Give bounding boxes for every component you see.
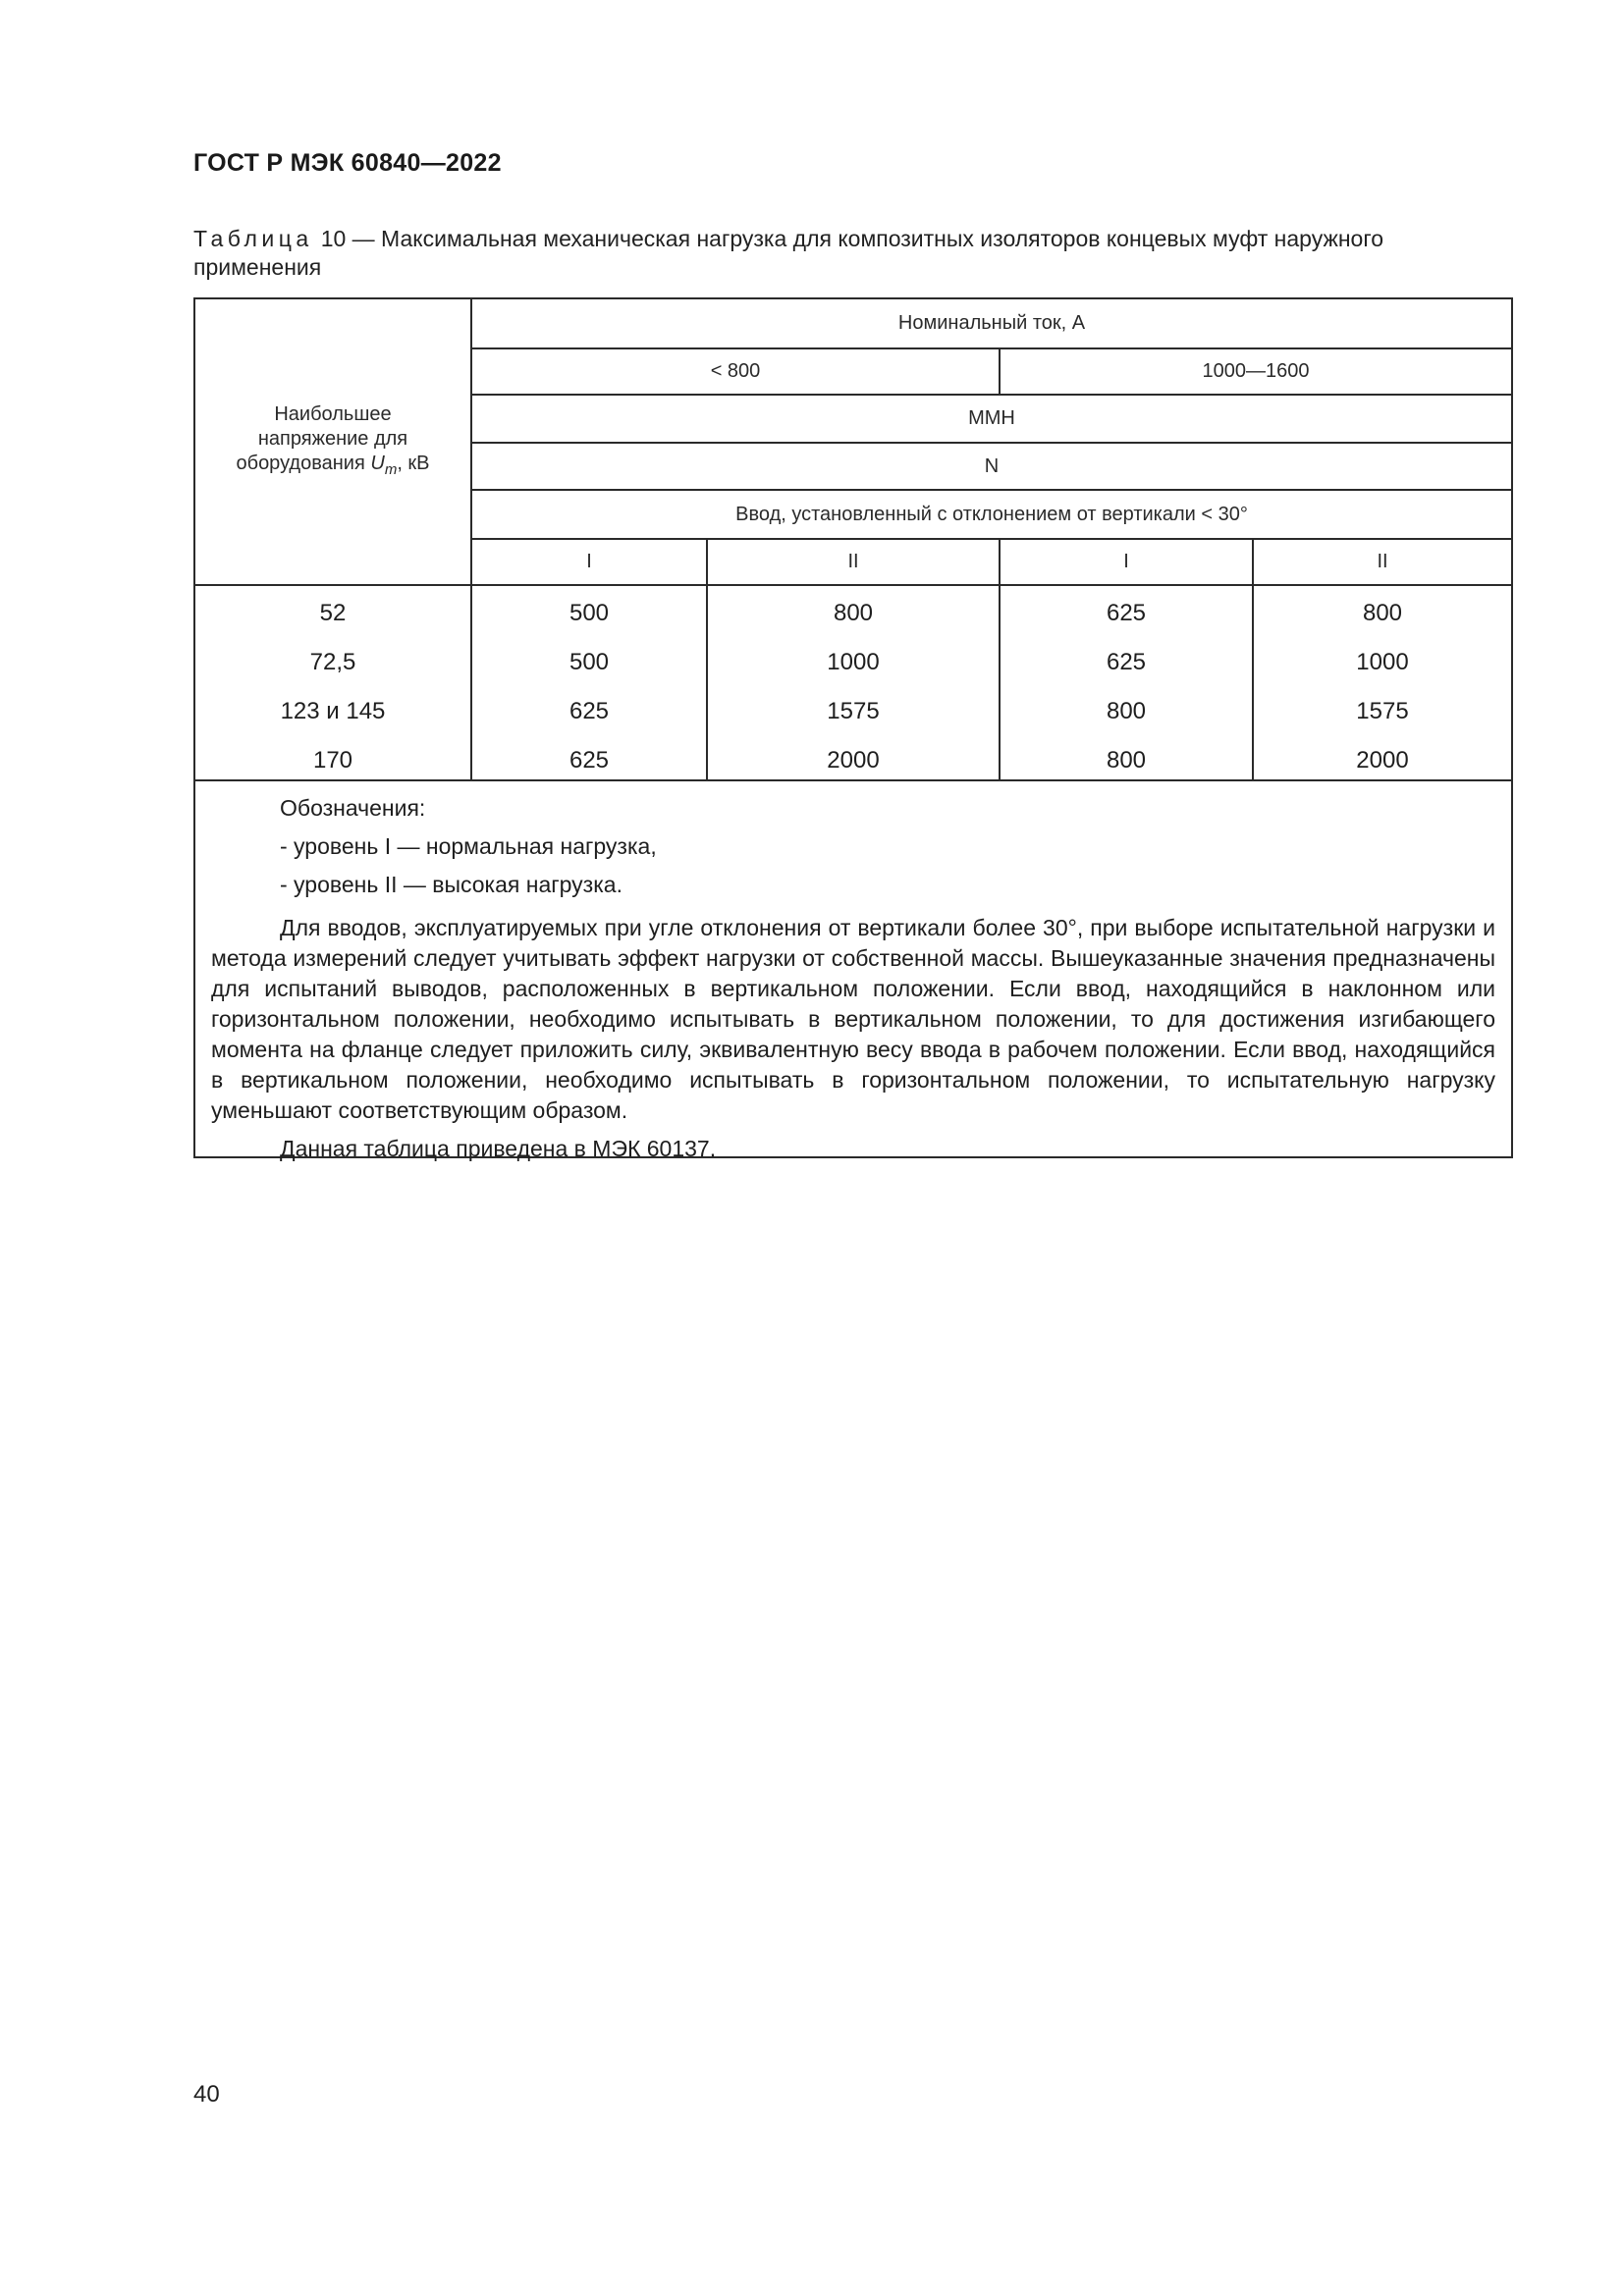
value-cell: 500 (568, 600, 610, 626)
value-cell: 2000 (1356, 747, 1409, 774)
caption-text: — Максимальная механическая нагрузка для композитных изоляторов концевых муфт наружного применения (193, 226, 1384, 280)
value-cell: 625 (568, 698, 610, 724)
value-cell: 800 (833, 600, 874, 626)
level-header: II (847, 551, 859, 572)
value-cell: 500 (568, 649, 610, 675)
inclination-header: Ввод, установленный с отклонением от вертикали < 30° (735, 503, 1248, 525)
nominal-current-header: Номинальный ток, А (897, 312, 1086, 334)
stub-header-line (236, 452, 429, 482)
stub-header-line: Наибольшее (274, 402, 392, 425)
value-cell: 800 (1362, 600, 1403, 626)
voltage-symbol: U (370, 452, 385, 474)
value-cell: 1000 (1356, 649, 1409, 675)
value-cell: 625 (1106, 649, 1147, 675)
table-caption (193, 225, 1513, 282)
n-header: N (984, 454, 1000, 477)
caption-label: Таблица (193, 226, 313, 251)
stub-header-text: оборудования (236, 452, 365, 474)
stub-header-line: напряжение для (257, 427, 408, 450)
page-number: 40 (193, 2081, 220, 2108)
notes-paragraph: Для вводов, эксплуатируемых при угле отклонения от вертикали более 30°, при выборе испытательной нагрузки и метода измерений следует учитывать эффект нагрузки от собственной массы. Вышеуказанные значения предназначены для испытаний выводов, расположенных в вертикальном положении. Если ввод, находящийся в наклонном или горизонтальном положении, необходимо испытывать в вертикальном положении, то для достижения изгибающего момента на фланце следует приложить силу, эквивалентную весу ввода в рабочем положении. Если ввод, находящийся в вертикальном положении, необходимо испытывать в горизонтальном положении, то испытательную нагрузку уменьшают соответствующим образом. (211, 915, 1495, 1123)
notes-list-item: - уровень II — высокая нагрузка. (280, 872, 623, 897)
load-table (193, 297, 1513, 1161)
notes-source: Данная таблица приведена в МЭК 60137. (280, 1136, 717, 1161)
voltage-subscript: m (384, 460, 398, 478)
voltage-cell: 170 (312, 747, 353, 774)
value-cell: 1575 (827, 698, 880, 724)
notes-title: Обозначения: (280, 795, 426, 821)
table-notes (195, 785, 1511, 1164)
current-range-low: < 800 (710, 360, 761, 382)
value-cell: 625 (1106, 600, 1147, 626)
voltage-cell: 52 (319, 600, 347, 626)
mmh-header: ММН (968, 407, 1015, 429)
table-rule (195, 584, 1511, 586)
value-cell: 1000 (827, 649, 880, 675)
voltage-cell: 123 и 145 (280, 698, 386, 724)
value-cell: 1575 (1356, 698, 1409, 724)
document-header: ГОСТ Р МЭК 60840—2022 (193, 149, 502, 177)
value-cell: 625 (568, 747, 610, 774)
voltage-unit: , кВ (397, 452, 430, 474)
value-cell: 2000 (827, 747, 880, 774)
notes-list-item: - уровень I — нормальная нагрузка, (280, 833, 657, 859)
value-cell: 800 (1106, 747, 1147, 774)
stub-header (195, 299, 470, 584)
level-header: II (1377, 551, 1388, 572)
level-header: I (1123, 551, 1129, 572)
level-header: I (586, 551, 592, 572)
voltage-cell: 72,5 (309, 649, 356, 675)
value-cell: 800 (1106, 698, 1147, 724)
caption-number: 10 (320, 226, 347, 251)
current-range-high: 1000—1600 (1202, 360, 1310, 382)
